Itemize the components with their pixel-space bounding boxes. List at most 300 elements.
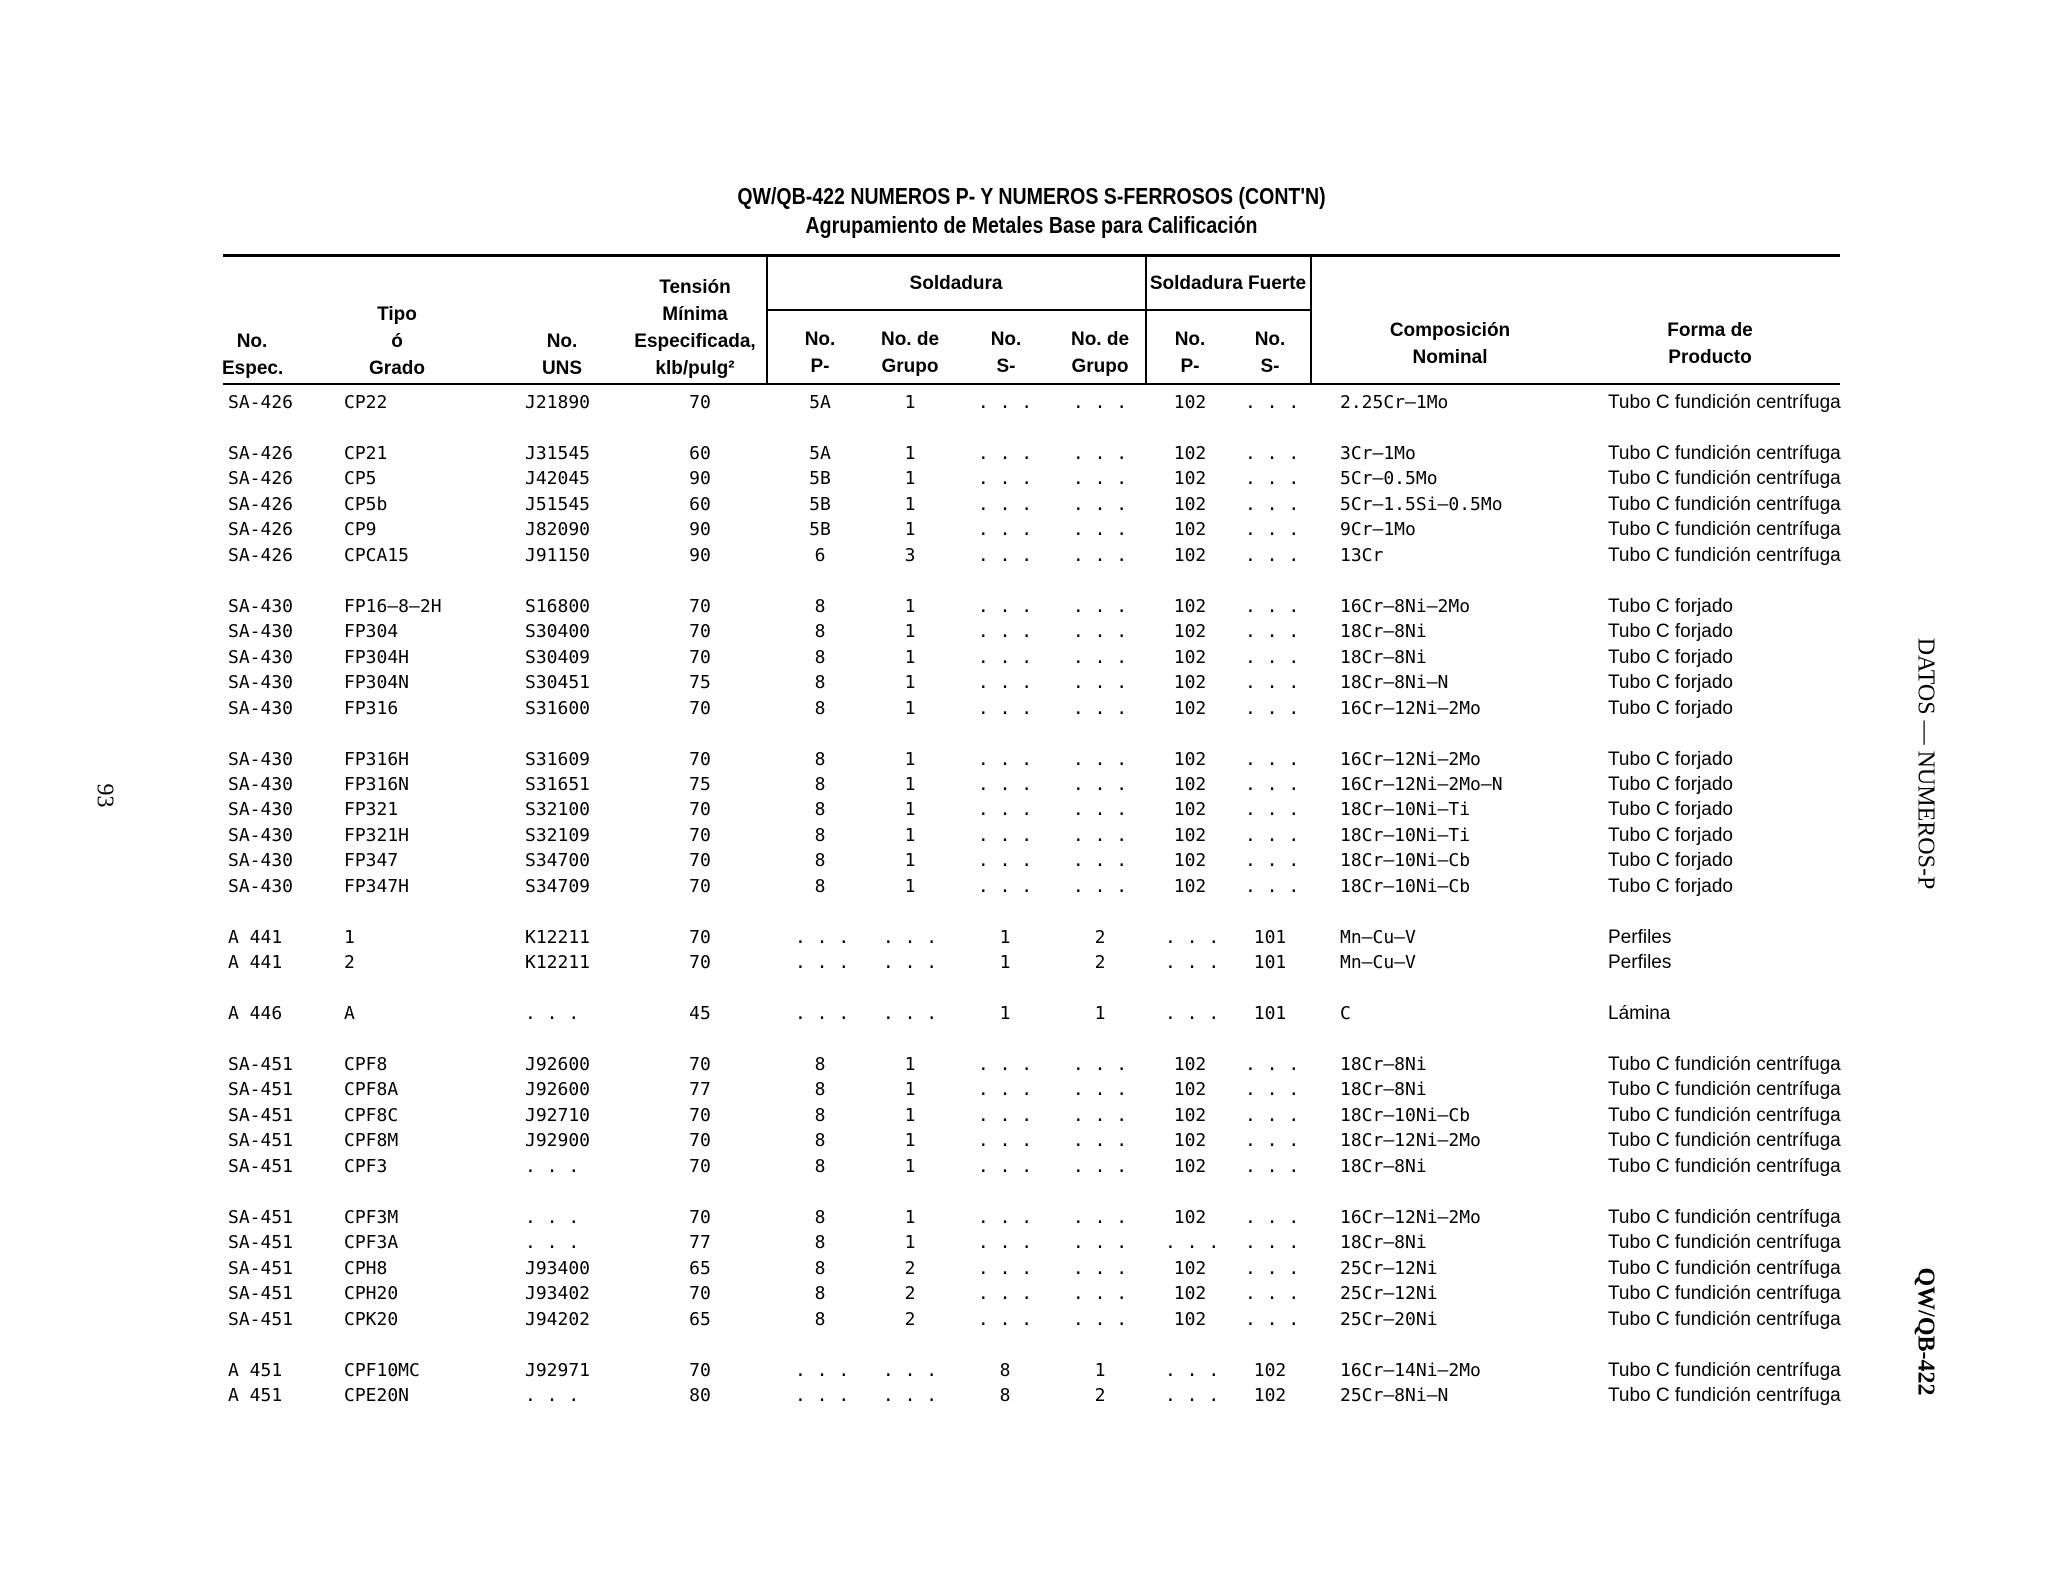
- cell-composition: 18Cr–10Ni–Cb: [1340, 876, 1471, 897]
- cell-group-number: 1: [904, 876, 916, 897]
- cell-group-number: 1: [904, 749, 916, 770]
- cell-p-number: 8: [814, 825, 826, 846]
- cell-product-form: Tubo C forjado: [1608, 850, 1733, 871]
- cell-s-number: . . .: [977, 443, 1033, 464]
- cell-tensile: 70: [689, 876, 711, 897]
- cell-s-group-number: . . .: [1072, 1283, 1128, 1304]
- cell-p-number: 8: [814, 876, 826, 897]
- cell-product-form: Tubo C fundición centrífuga: [1608, 1079, 1841, 1100]
- cell-tensile: 70: [689, 647, 711, 668]
- table-row: [0, 517, 2048, 542]
- cell-s-group-number: . . .: [1072, 1156, 1128, 1177]
- header-group-number: No. de Grupo: [880, 329, 940, 377]
- cell-s-group-number: . . .: [1072, 621, 1128, 642]
- cell-s-group-number: . . .: [1072, 1258, 1128, 1279]
- cell-p-number: . . .: [795, 1003, 850, 1024]
- cell-s-number: . . .: [977, 596, 1033, 617]
- cell-p-number: 8: [814, 647, 826, 668]
- cell-spec: A 441: [228, 952, 283, 973]
- cell-tensile: 70: [689, 825, 711, 846]
- cell-brazing-p-number: 102: [1173, 825, 1207, 846]
- cell-group-number: . . .: [882, 1003, 938, 1024]
- cell-tensile: 70: [689, 392, 711, 413]
- cell-p-number: 5B: [809, 519, 831, 540]
- cell-uns: J92600: [525, 1054, 591, 1075]
- cell-s-group-number: . . .: [1072, 672, 1128, 693]
- cell-brazing-s-number: . . .: [1245, 1079, 1300, 1100]
- cell-s-number: . . .: [977, 392, 1033, 413]
- cell-s-group-number: . . .: [1072, 468, 1128, 489]
- table-row: [0, 1307, 2048, 1332]
- cell-s-number: . . .: [977, 876, 1033, 897]
- table-row: [0, 772, 2048, 797]
- cell-composition: 18Cr–8Ni: [1340, 1232, 1427, 1253]
- cell-brazing-s-number: . . .: [1245, 1054, 1300, 1075]
- cell-group-number: . . .: [882, 1360, 938, 1381]
- cell-product-form: Tubo C fundición centrífuga: [1608, 1360, 1841, 1381]
- cell-composition: 25Cr–8Ni–N: [1340, 1385, 1449, 1406]
- cell-grade: FP321: [344, 799, 399, 820]
- cell-product-form: Tubo C fundición centrífuga: [1608, 1105, 1841, 1126]
- cell-brazing-s-number: 102: [1253, 1360, 1287, 1381]
- cell-brazing-s-number: . . .: [1245, 392, 1300, 413]
- cell-product-form: Perfiles: [1608, 952, 1672, 973]
- cell-product-form: Tubo C forjado: [1608, 774, 1733, 795]
- cell-s-number: . . .: [977, 698, 1033, 719]
- header-soldadura-fuerte: Soldadura Fuerte: [1149, 273, 1307, 294]
- cell-spec: SA-451: [228, 1156, 294, 1177]
- table-row: [0, 848, 2048, 873]
- table-row: [0, 645, 2048, 670]
- cell-tensile: 70: [689, 799, 711, 820]
- cell-s-number: . . .: [977, 1232, 1033, 1253]
- cell-uns: . . .: [525, 1232, 580, 1253]
- cell-grade: FP16–8–2H: [344, 596, 442, 617]
- table-row: [0, 1230, 2048, 1255]
- cell-grade: CPF3A: [344, 1232, 399, 1253]
- cell-spec: SA-430: [228, 749, 294, 770]
- cell-spec: SA-451: [228, 1130, 294, 1151]
- cell-grade: FP347: [344, 850, 399, 871]
- header-s-group-number: No. de Grupo: [1070, 329, 1130, 377]
- cell-brazing-p-number: 102: [1173, 698, 1207, 719]
- cell-brazing-s-number: . . .: [1245, 621, 1300, 642]
- cell-brazing-p-number: 102: [1173, 876, 1207, 897]
- cell-uns: . . .: [525, 1385, 580, 1406]
- cell-tensile: 70: [689, 621, 711, 642]
- cell-uns: S31609: [525, 749, 591, 770]
- table-subtitle: Agrupamiento de Metales Base para Calificación: [805, 212, 1258, 238]
- cell-brazing-s-number: . . .: [1245, 468, 1300, 489]
- cell-uns: J92600: [525, 1079, 591, 1100]
- cell-group-number: 1: [904, 596, 916, 617]
- cell-grade: FP316H: [344, 749, 410, 770]
- table-row: [0, 1256, 2048, 1281]
- header-brazing-p-number: No. P-: [1174, 329, 1206, 377]
- cell-uns: J93402: [525, 1283, 591, 1304]
- cell-product-form: Tubo C forjado: [1608, 825, 1733, 846]
- cell-product-form: Tubo C forjado: [1608, 749, 1733, 770]
- cell-product-form: Tubo C fundición centrífuga: [1608, 519, 1841, 540]
- cell-grade: CP5b: [344, 494, 388, 515]
- cell-grade: A: [344, 1003, 355, 1024]
- cell-p-number: 5B: [809, 468, 831, 489]
- cell-s-number: . . .: [977, 1079, 1033, 1100]
- cell-grade: FP304H: [344, 647, 410, 668]
- cell-tensile: 60: [689, 443, 711, 464]
- cell-brazing-p-number: 102: [1173, 1054, 1207, 1075]
- cell-spec: SA-430: [228, 850, 294, 871]
- cell-composition: 16Cr–12Ni–2Mo: [1340, 749, 1481, 770]
- cell-spec: SA-451: [228, 1207, 294, 1228]
- cell-brazing-s-number: . . .: [1245, 1156, 1300, 1177]
- cell-s-number: . . .: [977, 1258, 1033, 1279]
- cell-spec: SA-430: [228, 621, 294, 642]
- cell-s-group-number: . . .: [1072, 545, 1128, 566]
- cell-s-group-number: 2: [1094, 952, 1106, 973]
- cell-brazing-s-number: . . .: [1245, 850, 1300, 871]
- cell-s-number: . . .: [977, 1054, 1033, 1075]
- cell-uns: S31600: [525, 698, 591, 719]
- cell-product-form: Tubo C forjado: [1608, 596, 1733, 617]
- header-p-number: No. P-: [804, 329, 836, 377]
- cell-composition: 18Cr–12Ni–2Mo: [1340, 1130, 1481, 1151]
- cell-spec: SA-451: [228, 1079, 294, 1100]
- cell-grade: CPF8C: [344, 1105, 399, 1126]
- cell-product-form: Tubo C fundición centrífuga: [1608, 1232, 1841, 1253]
- cell-tensile: 75: [689, 672, 711, 693]
- header-tipo: Tipo ó Grado: [369, 304, 425, 379]
- cell-product-form: Tubo C forjado: [1608, 799, 1733, 820]
- cell-group-number: 1: [904, 1079, 916, 1100]
- table-row: [0, 441, 2048, 466]
- cell-composition: 18Cr–10Ni–Cb: [1340, 1105, 1471, 1126]
- cell-s-number: . . .: [977, 647, 1033, 668]
- cell-grade: CPF3M: [344, 1207, 399, 1228]
- cell-grade: FP316: [344, 698, 399, 719]
- cell-composition: 2.25Cr–1Mo: [1340, 392, 1449, 413]
- cell-uns: J42045: [525, 468, 591, 489]
- cell-s-group-number: . . .: [1072, 494, 1128, 515]
- cell-s-group-number: 1: [1094, 1360, 1106, 1381]
- cell-composition: Mn–Cu–V: [1340, 952, 1416, 973]
- cell-brazing-s-number: 101: [1253, 1003, 1287, 1024]
- cell-grade: CPE20N: [344, 1385, 410, 1406]
- cell-composition: 18Cr–8Ni: [1340, 621, 1427, 642]
- cell-brazing-p-number: 102: [1173, 519, 1207, 540]
- cell-spec: SA-426: [228, 494, 294, 515]
- cell-s-number: . . .: [977, 1156, 1033, 1177]
- cell-grade: CP22: [344, 392, 388, 413]
- cell-s-number: . . .: [977, 749, 1033, 770]
- table-title: QW/QB-422 NUMEROS P- Y NUMEROS S-FERROSOS (CONT'N): [737, 183, 1326, 209]
- cell-tensile: 70: [689, 1360, 711, 1381]
- cell-composition: 5Cr–0.5Mo: [1340, 468, 1438, 489]
- cell-composition: 5Cr–1.5Si–0.5Mo: [1340, 494, 1503, 515]
- cell-s-number: . . .: [977, 494, 1033, 515]
- cell-group-number: 1: [904, 799, 916, 820]
- table-row: [0, 1358, 2048, 1383]
- cell-group-number: 2: [904, 1283, 916, 1304]
- cell-brazing-p-number: 102: [1173, 647, 1207, 668]
- cell-product-form: Tubo C forjado: [1608, 876, 1733, 897]
- cell-s-group-number: 1: [1094, 1003, 1106, 1024]
- cell-p-number: 8: [814, 1079, 826, 1100]
- cell-grade: CPF3: [344, 1156, 388, 1177]
- cell-uns: S34709: [525, 876, 591, 897]
- cell-product-form: Tubo C forjado: [1608, 672, 1733, 693]
- cell-composition: 18Cr–10Ni–Ti: [1340, 825, 1471, 846]
- table-row: [0, 696, 2048, 721]
- cell-brazing-s-number: . . .: [1245, 774, 1300, 795]
- cell-tensile: 90: [689, 519, 711, 540]
- cell-s-group-number: 2: [1094, 927, 1106, 948]
- cell-group-number: 3: [904, 545, 916, 566]
- cell-s-number: 1: [999, 1003, 1011, 1024]
- cell-brazing-p-number: 102: [1173, 774, 1207, 795]
- cell-grade: CPK20: [344, 1309, 399, 1330]
- header-espec: No. Espec.: [222, 331, 284, 379]
- cell-product-form: Tubo C fundición centrífuga: [1608, 1309, 1841, 1330]
- cell-composition: 18Cr–10Ni–Cb: [1340, 850, 1471, 871]
- cell-s-group-number: . . .: [1072, 799, 1128, 820]
- cell-brazing-s-number: . . .: [1245, 1130, 1300, 1151]
- cell-p-number: 8: [814, 850, 826, 871]
- table-row: [0, 1383, 2048, 1408]
- cell-s-group-number: . . .: [1072, 749, 1128, 770]
- cell-tensile: 70: [689, 749, 711, 770]
- cell-group-number: 1: [904, 1156, 916, 1177]
- cell-p-number: . . .: [795, 952, 850, 973]
- cell-product-form: Perfiles: [1608, 927, 1672, 948]
- cell-s-group-number: . . .: [1072, 1054, 1128, 1075]
- cell-spec: SA-430: [228, 698, 294, 719]
- cell-p-number: 8: [814, 621, 826, 642]
- cell-product-form: Tubo C fundición centrífuga: [1608, 443, 1841, 464]
- cell-brazing-s-number: . . .: [1245, 698, 1300, 719]
- table-row: [0, 950, 2048, 975]
- cell-tensile: 70: [689, 1207, 711, 1228]
- cell-brazing-s-number: . . .: [1245, 1105, 1300, 1126]
- header-s-number: No. S-: [990, 329, 1022, 377]
- cell-composition: 18Cr–8Ni–N: [1340, 672, 1449, 693]
- cell-tensile: 70: [689, 596, 711, 617]
- cell-s-group-number: . . .: [1072, 1079, 1128, 1100]
- cell-group-number: 1: [904, 468, 916, 489]
- header-soldadura: Soldadura: [909, 273, 1003, 294]
- cell-group-number: 1: [904, 647, 916, 668]
- cell-group-number: 2: [904, 1258, 916, 1279]
- cell-brazing-p-number: . . .: [1165, 1385, 1220, 1406]
- cell-brazing-s-number: . . .: [1245, 1207, 1300, 1228]
- cell-composition: 18Cr–8Ni: [1340, 1054, 1427, 1075]
- cell-product-form: Tubo C fundición centrífuga: [1608, 545, 1841, 566]
- cell-composition: 25Cr–12Ni: [1340, 1258, 1438, 1279]
- table-row: [0, 1103, 2048, 1128]
- cell-product-form: Tubo C fundición centrífuga: [1608, 1258, 1841, 1279]
- cell-spec: SA-430: [228, 876, 294, 897]
- cell-composition: 16Cr–14Ni–2Mo: [1340, 1360, 1481, 1381]
- table-row: [0, 670, 2048, 695]
- cell-brazing-p-number: 102: [1173, 1258, 1207, 1279]
- cell-tensile: 70: [689, 1283, 711, 1304]
- cell-product-form: Tubo C fundición centrífuga: [1608, 1283, 1841, 1304]
- cell-grade: 2: [344, 952, 355, 973]
- cell-group-number: 1: [904, 672, 916, 693]
- cell-s-group-number: . . .: [1072, 596, 1128, 617]
- cell-grade: CPF10MC: [344, 1360, 420, 1381]
- cell-tensile: 65: [689, 1309, 711, 1330]
- cell-p-number: 8: [814, 596, 826, 617]
- cell-uns: K12211: [525, 927, 591, 948]
- cell-grade: FP347H: [344, 876, 410, 897]
- cell-spec: SA-451: [228, 1105, 294, 1126]
- cell-brazing-s-number: . . .: [1245, 443, 1300, 464]
- cell-brazing-s-number: . . .: [1245, 876, 1300, 897]
- cell-spec: A 441: [228, 927, 283, 948]
- cell-brazing-s-number: . . .: [1245, 1283, 1300, 1304]
- cell-s-group-number: . . .: [1072, 876, 1128, 897]
- cell-group-number: 1: [904, 1105, 916, 1126]
- cell-group-number: 2: [904, 1309, 916, 1330]
- cell-brazing-p-number: 102: [1173, 545, 1207, 566]
- cell-p-number: 8: [814, 1283, 826, 1304]
- cell-s-group-number: . . .: [1072, 1232, 1128, 1253]
- cell-p-number: 8: [814, 749, 826, 770]
- cell-p-number: 8: [814, 1232, 826, 1253]
- cell-s-number: 8: [999, 1360, 1011, 1381]
- cell-uns: J91150: [525, 545, 591, 566]
- cell-composition: 9Cr–1Mo: [1340, 519, 1416, 540]
- cell-s-group-number: . . .: [1072, 1130, 1128, 1151]
- cell-s-group-number: . . .: [1072, 850, 1128, 871]
- cell-product-form: Tubo C forjado: [1608, 647, 1733, 668]
- header-tension: Tensión Mínima Especificada, klb/pulg²: [634, 277, 756, 379]
- cell-grade: FP321H: [344, 825, 410, 846]
- cell-s-group-number: . . .: [1072, 647, 1128, 668]
- cell-s-number: . . .: [977, 1130, 1033, 1151]
- cell-tensile: 77: [689, 1232, 711, 1253]
- cell-brazing-p-number: 102: [1173, 621, 1207, 642]
- cell-brazing-p-number: 102: [1173, 1079, 1207, 1100]
- cell-tensile: 80: [689, 1385, 711, 1406]
- cell-brazing-s-number: . . .: [1245, 647, 1300, 668]
- cell-product-form: Tubo C fundición centrífuga: [1608, 1054, 1841, 1075]
- cell-brazing-s-number: . . .: [1245, 596, 1300, 617]
- cell-group-number: . . .: [882, 927, 938, 948]
- cell-spec: SA-451: [228, 1232, 294, 1253]
- cell-p-number: 8: [814, 1309, 826, 1330]
- cell-s-group-number: . . .: [1072, 1105, 1128, 1126]
- cell-grade: CPF8: [344, 1054, 388, 1075]
- cell-s-number: . . .: [977, 1309, 1033, 1330]
- cell-composition: C: [1340, 1003, 1351, 1024]
- cell-p-number: 8: [814, 1258, 826, 1279]
- cell-uns: K12211: [525, 952, 591, 973]
- cell-brazing-p-number: 102: [1173, 1283, 1207, 1304]
- cell-uns: S30409: [525, 647, 591, 668]
- cell-spec: SA-430: [228, 774, 294, 795]
- header-forma: Forma de Producto: [1667, 320, 1753, 368]
- cell-spec: SA-451: [228, 1054, 294, 1075]
- cell-grade: CPH20: [344, 1283, 399, 1304]
- cell-p-number: 8: [814, 1130, 826, 1151]
- cell-uns: S16800: [525, 596, 591, 617]
- cell-s-group-number: . . .: [1072, 825, 1128, 846]
- cell-uns: S31651: [525, 774, 591, 795]
- cell-group-number: 1: [904, 1207, 916, 1228]
- cell-tensile: 70: [689, 850, 711, 871]
- cell-p-number: 5B: [809, 494, 831, 515]
- cell-s-number: . . .: [977, 672, 1033, 693]
- table-row: [0, 1052, 2048, 1077]
- cell-brazing-s-number: . . .: [1245, 749, 1300, 770]
- cell-spec: SA-430: [228, 596, 294, 617]
- cell-spec: SA-426: [228, 468, 294, 489]
- cell-p-number: . . .: [795, 1360, 850, 1381]
- cell-tensile: 60: [689, 494, 711, 515]
- page-number: 93: [91, 783, 118, 808]
- cell-s-group-number: . . .: [1072, 1207, 1128, 1228]
- cell-brazing-s-number: . . .: [1245, 494, 1300, 515]
- header-uns: No. UNS: [541, 331, 583, 379]
- cell-tensile: 90: [689, 545, 711, 566]
- table-row: [0, 1281, 2048, 1306]
- cell-brazing-p-number: 102: [1173, 1130, 1207, 1151]
- table-row: [0, 492, 2048, 517]
- cell-brazing-p-number: 102: [1173, 1207, 1207, 1228]
- cell-grade: CP21: [344, 443, 388, 464]
- cell-grade: CPF8M: [344, 1130, 399, 1151]
- cell-s-number: . . .: [977, 1283, 1033, 1304]
- cell-tensile: 65: [689, 1258, 711, 1279]
- cell-s-number: . . .: [977, 799, 1033, 820]
- cell-s-number: 8: [999, 1385, 1011, 1406]
- cell-grade: FP304: [344, 621, 399, 642]
- cell-tensile: 77: [689, 1079, 711, 1100]
- cell-grade: CPCA15: [344, 545, 410, 566]
- table-row: [0, 874, 2048, 899]
- cell-brazing-p-number: 102: [1173, 672, 1207, 693]
- cell-group-number: 1: [904, 825, 916, 846]
- cell-brazing-p-number: . . .: [1165, 927, 1220, 948]
- cell-brazing-p-number: 102: [1173, 392, 1207, 413]
- cell-uns: S30451: [525, 672, 591, 693]
- cell-spec: A 451: [228, 1385, 283, 1406]
- cell-uns: J94202: [525, 1309, 591, 1330]
- header-brazing-s-number: No. S-: [1254, 329, 1286, 377]
- cell-brazing-p-number: 102: [1173, 1156, 1207, 1177]
- cell-brazing-p-number: 102: [1173, 749, 1207, 770]
- table-row: [0, 1077, 2048, 1102]
- table-row: [0, 594, 2048, 619]
- cell-spec: SA-451: [228, 1283, 294, 1304]
- cell-grade: CP9: [344, 519, 377, 540]
- cell-s-number: . . .: [977, 621, 1033, 642]
- cell-s-number: . . .: [977, 774, 1033, 795]
- cell-brazing-p-number: 102: [1173, 468, 1207, 489]
- cell-tensile: 70: [689, 927, 711, 948]
- cell-p-number: 8: [814, 799, 826, 820]
- cell-product-form: Tubo C fundición centrífuga: [1608, 392, 1841, 413]
- cell-p-number: 8: [814, 1156, 826, 1177]
- cell-grade: FP304N: [344, 672, 410, 693]
- cell-p-number: 8: [814, 1207, 826, 1228]
- cell-spec: SA-451: [228, 1258, 294, 1279]
- cell-uns: J93400: [525, 1258, 591, 1279]
- cell-brazing-p-number: . . .: [1165, 952, 1220, 973]
- cell-uns: S34700: [525, 850, 591, 871]
